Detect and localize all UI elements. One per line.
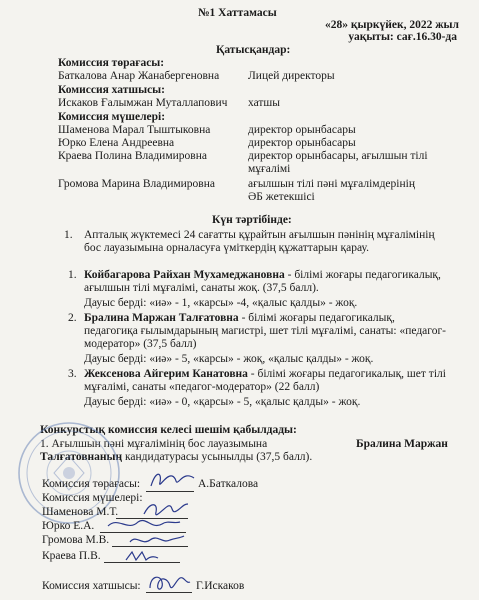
participants-heading: Қатысқандар: [216, 44, 291, 56]
signature-member-name: Громова М.В. [42, 534, 110, 546]
protocol-date: «28» қыркүйек, 2022 жыл [324, 19, 459, 31]
candidate-name: Койбагарова Райхан Мухамеджановна [84, 269, 285, 281]
protocol-time: уақыты: сағ.16.30-да [348, 31, 457, 43]
member-role: директор орынбасары [248, 124, 356, 136]
chair-name: Баткалова Анар Жанабергеновна [58, 70, 220, 82]
member-role-continued: мұғалімі [248, 163, 291, 175]
member-name: Громова Марина Владимировна [58, 178, 215, 190]
chair-heading: Комиссия төрағасы: [58, 57, 165, 69]
agenda-item-number: 1. [64, 229, 73, 241]
candidate-vote: Дауыс берді: «иә» - 1, «карсы» -4, «қалыс қалды» - жоқ. [84, 297, 358, 309]
candidate-education: - білімі жоғары педагогикалық, [238, 312, 395, 324]
decision-heading: Конкурстық комиссия келесі шешім қабылдады: [40, 424, 297, 436]
secretary-signature [146, 570, 192, 596]
candidate-number: 3. [68, 368, 77, 380]
signature-secretary-label: Комиссия хатшысы: [42, 580, 141, 592]
agenda-item-text-continued: бос лауазымына орналасуға үміткердің құжаттарын қарау. [84, 242, 369, 254]
signature-secretary-name: Г.Искаков [196, 580, 245, 592]
candidate-name: Жексенова Айгерим Канатовна [84, 368, 248, 380]
member-role: директор орынбасары [248, 137, 356, 149]
decision-candidate-name: Бралина Маржан [356, 438, 448, 450]
protocol-title: №1 Хаттамасы [198, 7, 277, 19]
candidate-details-continued: модератор» (37,5 балл) [84, 338, 197, 350]
candidate-details: педагогиқа ғылымдарының магистрі, шет тілі мұғалімі, санаты: «педагог- [84, 325, 447, 337]
decision-text-continued: кандидатурасы усынылды (37,5 балл). [122, 451, 313, 463]
secretary-name: Искаков Ғалымжан Муталлапович [58, 97, 228, 109]
member-signature [126, 530, 186, 550]
members-heading: Комиссия мүшелері: [58, 111, 166, 123]
signature-member-name: Юрко Е.А. [42, 520, 95, 532]
member-signature [122, 548, 162, 566]
member-name: Краева Полина Владимировна [58, 150, 207, 162]
member-role: директор орынбасары, ағылшын тілі [248, 150, 428, 162]
candidate-education: - білімі жоғары педагогикалық, [284, 269, 441, 281]
candidate-number: 1. [68, 269, 77, 281]
agenda-item-text: Апталық жүктемесі 24 сағатты құрайтын ағылшын пәнінің мұғалімінің [84, 229, 435, 241]
signature-chair-label: Комиссия төрағасы: [42, 478, 141, 490]
candidate-details: мұғалімі, санаты «педагог-модератор» (22 балл) [84, 381, 320, 393]
member-role-continued: ӘБ жетекшісі [248, 191, 315, 203]
candidate-number: 2. [68, 312, 77, 324]
secretary-role: хатшы [248, 97, 281, 109]
candidate-line [84, 269, 441, 282]
candidate-line [84, 368, 446, 381]
signature-members-label: Комиссия мүшелері: [42, 492, 143, 504]
candidate-vote: Дауыс берді: «иә» - 5, «карсы» - жоқ, «қалыс қалды» - жоқ. [84, 353, 374, 365]
decision-candidate-patronymic: Талғатовнаның [40, 451, 123, 463]
signature-chair-name: А.Баткалова [198, 478, 259, 490]
candidate-line [84, 312, 395, 325]
agenda-heading: Күн тәртібінде: [212, 214, 292, 226]
secretary-heading: Комиссия хатшысы: [58, 84, 165, 96]
signature-member-name: Краева П.В. [42, 550, 101, 562]
candidate-vote: Дауыс берді: «иә» - 0, «қарсы» - 5, «қалыс қалды» - жоқ. [84, 396, 361, 408]
member-name: Юрко Елена Андреевна [58, 137, 175, 149]
decision-number: 1. [40, 438, 49, 450]
chair-signature [148, 468, 198, 492]
chair-role: Лицей директоры [248, 70, 335, 82]
candidate-details: ағылшын тілі мұғалімі, санаты жоқ. (37,5 балл). [84, 282, 319, 294]
signature-member-name: Шаменова М.Т. [42, 506, 119, 518]
candidate-name: Бралина Маржан Талғатовна [84, 312, 239, 324]
candidate-education: - білімі жоғары педагогикалық, шет тілі [247, 368, 446, 380]
member-name: Шаменова Марал Тыштыковна [58, 124, 211, 136]
decision-text: Ағылшын пәні мұғалімінің бос лауазымына [51, 438, 268, 450]
member-role: ағылшын тілі пәні мұғалімдерінің [248, 178, 415, 190]
